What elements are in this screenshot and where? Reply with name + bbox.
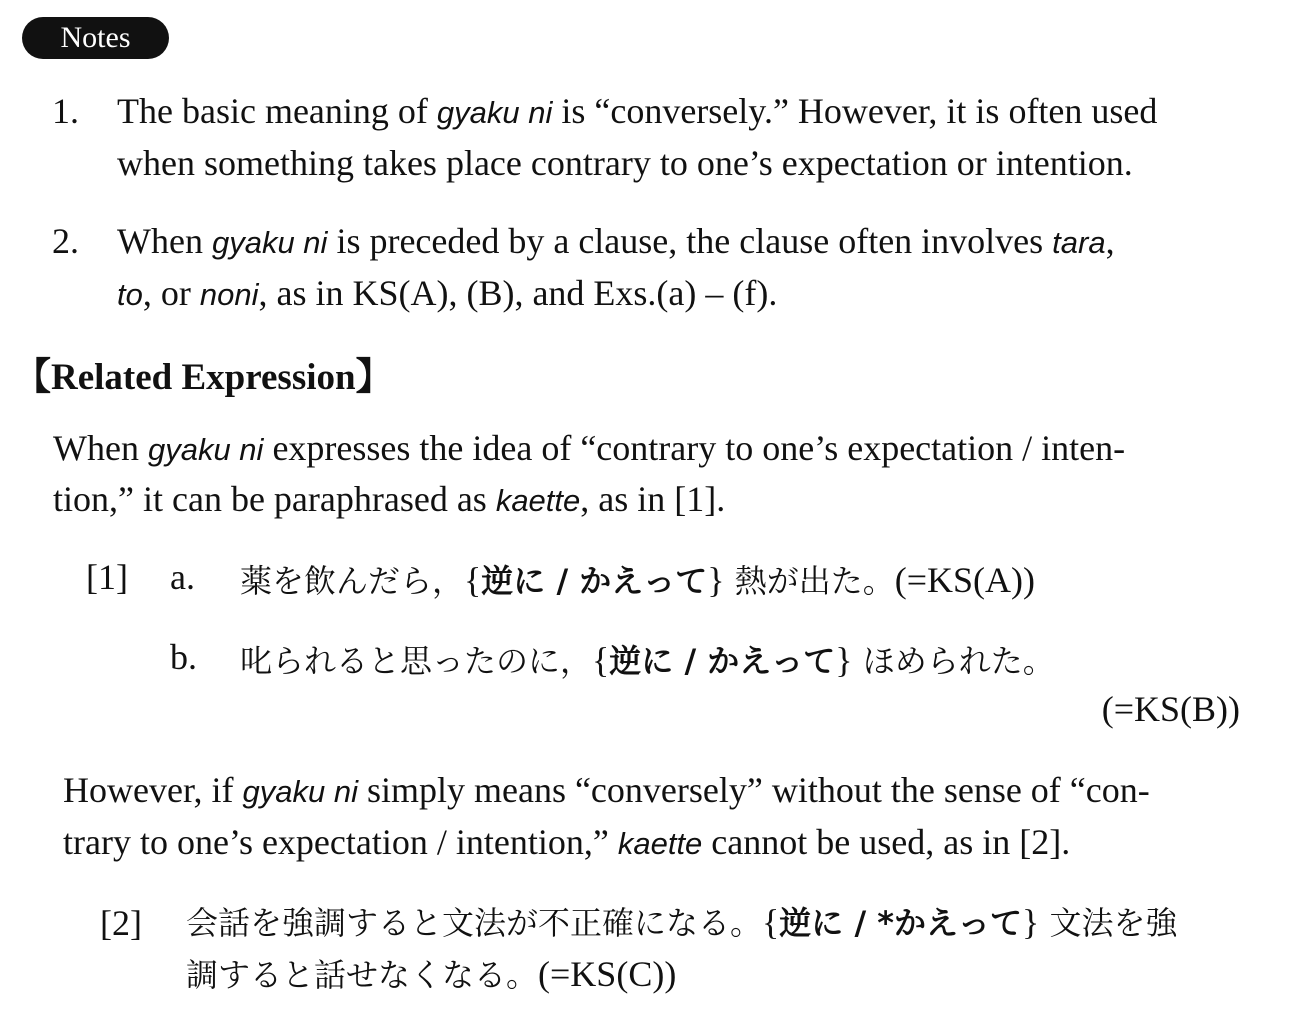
note-2-number: 2. <box>52 221 79 261</box>
term-gyaku-ni: gyaku ni <box>436 95 553 130</box>
choice-bold: 逆に / *かえって <box>779 904 1023 942</box>
notes-badge: Notes <box>22 17 169 59</box>
term-kaette: kaette <box>617 826 703 861</box>
note-1-line-2: when something takes place contrary to one’s expectation or intention. <box>117 143 1133 183</box>
note-2-line-2: to, or noni, as in KS(A), (B), and Exs.(a) – (f). <box>117 273 778 313</box>
note-1-line-1: The basic meaning of gyaku ni is “conversely.” However, it is often used <box>117 91 1158 131</box>
note-1-number: 1. <box>52 91 79 131</box>
example-2-line-1: 会話を強調すると文法が不正確になる。{逆に / *かえって} 文法を強 <box>186 902 1178 942</box>
related-paragraph-2-line-2: trary to one’s expectation / intention,” kaette cannot be used, as in [2]. <box>63 822 1071 862</box>
example-1a-letter: a. <box>170 557 195 597</box>
term-noni: noni <box>199 277 259 312</box>
term-kaette: kaette <box>495 483 581 518</box>
term-gyaku-ni: gyaku ni <box>147 432 264 467</box>
example-1b-letter: b. <box>170 637 197 677</box>
related-paragraph-1-line-2: tion,” it can be paraphrased as kaette, as in [1]. <box>53 479 726 519</box>
term-tara: tara <box>1052 225 1106 260</box>
term-gyaku-ni: gyaku ni <box>211 225 328 260</box>
choice-bold: 逆に / かえって <box>481 562 708 600</box>
term-gyaku-ni: gyaku ni <box>242 774 358 809</box>
related-paragraph-1-line-1: When gyaku ni expresses the idea of “contrary to one’s expectation / inten- <box>53 428 1126 468</box>
related-expression-heading: 【Related Expression】 <box>14 357 393 398</box>
example-1b-sentence: 叱られると思ったのに，{逆に / かえって} ほめられた。 <box>240 640 1055 680</box>
term-to: to <box>117 277 143 312</box>
example-2-label: [2] <box>100 903 142 943</box>
related-paragraph-2-line-1: However, if gyaku ni simply means “conversely” without the sense of “con- <box>63 770 1150 810</box>
example-1a-sentence: 薬を飲んだら，{逆に / かえって} 熱が出た。(=KS(A)) <box>240 560 1036 600</box>
example-2-line-2: 調すると話せなくなる。(=KS(C)) <box>186 954 677 994</box>
choice-bold: 逆に / かえって <box>609 642 836 680</box>
note-2-line-1: When gyaku ni is preceded by a clause, the clause often involves tara, <box>117 221 1115 261</box>
example-1-label: [1] <box>86 557 128 597</box>
example-1b-ref: (=KS(B)) <box>1101 689 1240 729</box>
